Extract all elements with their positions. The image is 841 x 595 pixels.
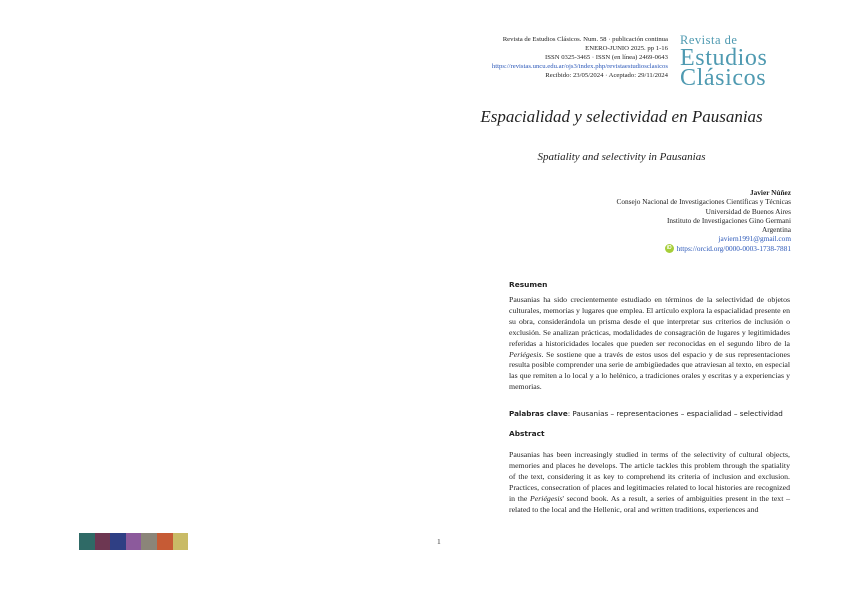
abstract-italic-title: Periégesis [530,493,563,503]
keywords-line [509,409,799,418]
orcid-icon: iD [666,244,672,251]
abstract-heading: Abstract [509,429,545,438]
issn-line: ISSN 0325-3465 · ISSN (en línea) 2469-0643 [545,54,668,62]
author-email-link[interactable]: javiern1991@gmail.com [718,234,791,244]
color-swatch-3 [110,533,126,550]
author-name: Javier Núñez [749,188,791,197]
resumen-paragraph [509,295,790,393]
resumen-italic-title: Periégesis [509,349,542,359]
color-swatch-6 [157,533,173,550]
color-swatch-7 [173,533,189,550]
resumen-heading: Resumen [509,280,548,289]
author-affiliation-1: Consejo Nacional de Investigaciones Científicas y Técnicas [616,197,791,207]
journal-url-link[interactable]: https://revistas.uncu.edu.ar/ojs3/index.php/revistaestudiosclasicos [491,63,668,71]
logo-line-2: Estudios [680,44,768,71]
orcid-link[interactable]: https://orcid.org/0000-0003-1738-7881 [676,243,791,253]
issue-line: ENERO-JUNIO 2025. pp 1-16 [585,45,668,53]
dates-line: Recibido: 23/05/2024 · Aceptado: 29/11/2024 [545,72,668,80]
logo-line-3: Clásicos [680,64,767,91]
color-swatch-1 [79,533,95,550]
resumen-text-2: . Se sostiene que a través de estos usos del espacio y de sus representaciones resulta posible comprender una serie de ambigüedades que atraviesan al texto, en especial las que remiten a lo local y a lo helénico, a tradiciones orales y escritas y a experiencias y memorias. [509,349,790,392]
author-affiliation-2: Universidad de Buenos Aires [705,206,791,216]
journal-citation-line: Revista de Estudios Clásicos. Num. 58 · publicación continua [502,36,668,43]
color-swatch-bar [79,533,188,550]
abstract-paragraph [509,450,790,515]
color-swatch-4 [126,533,142,550]
journal-logo [680,34,800,90]
page-number: 1 [437,537,441,546]
resumen-text-1: Pausanias ha sido crecientemente estudiado en términos de la selectividad de objetos culturales, memorias y lugares que emplea. El artículo explora la espacialidad presente en su obra, considerándola un prisma desde el que interpretar sus criterios de inclusión o exclusión. Se analizan prácticas, modalidades de consagración de lugares y legitimidades referidas a historicidades locales que pueden ser reconocidas en el segundo libro de la [509,295,790,348]
abstract-text-1: Pausanias has been increasingly studied in terms of the selectivity of cultural objects, memories and places he develops. The article tackles this problem through the spatiality of the text, considering it as key to comprehend its criteria of inclusion and exclusion. Practices, consecration of places and legitimacies related to local histories are recognized in the [509,450,790,503]
author-country: Argentina [761,225,791,235]
abstract-text-2: ' second book. As a result, a series of ambiguities present in the text –related to the local and the Hellenic, oral and written traditions, experiences and [509,493,790,514]
keywords-text: : Pausanias – representaciones – espacialidad – selectividad [567,409,783,418]
logo-line-1: Revista de [680,33,738,47]
orcid-row [560,244,791,253]
color-swatch-2 [95,533,111,550]
article-title-spanish: Espacialidad y selectividad en Pausanias [480,107,763,126]
article-title-english: Spatiality and selectivity in Pausanias [537,151,706,163]
keywords-label: Palabras clave [509,409,568,418]
author-block [560,188,791,253]
color-swatch-5 [141,533,157,550]
author-affiliation-3: Instituto de Investigaciones Gino Germani [666,215,791,225]
journal-header-info [440,35,668,80]
